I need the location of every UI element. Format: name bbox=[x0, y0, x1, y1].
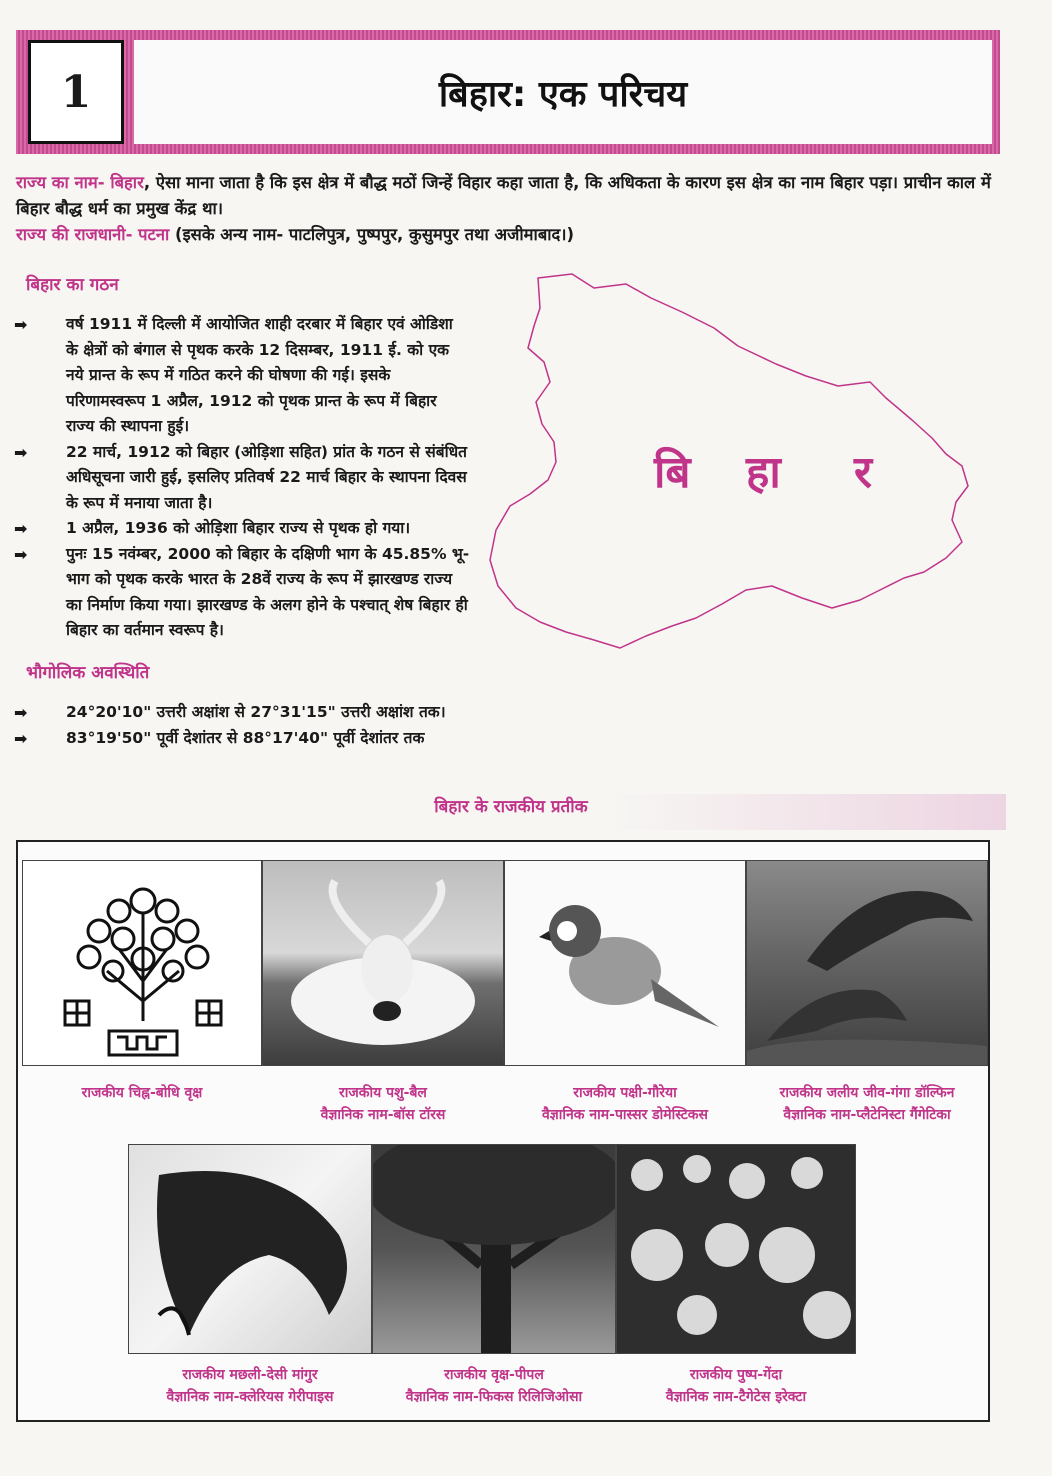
list-item bbox=[14, 700, 494, 726]
state-name-text: , ऐसा माना जाता है कि इस क्षेत्र में बौद्ध मठों जिन्हें विहार कहा जाता है, कि अधिकता के कारण इस क्षेत्र का नाम बिहार पड़ा। प्राचीन काल में बिहार बौद्ध धर्म का प्रमुख केंद्र था। bbox=[16, 173, 991, 218]
bull-caption-line1: राजकीय पशु-बैल bbox=[339, 1085, 427, 1101]
sparrow-caption-line2: वैज्ञानिक नाम-पास्सर डोमेस्टिकस bbox=[541, 1107, 709, 1123]
bull-icon bbox=[263, 861, 504, 1066]
formation-bullet-3: 1 अप्रैल, 1936 को ओड़िशा बिहार राज्य से पृथक हो गया। bbox=[66, 519, 411, 537]
symbols-heading: बिहार के राजकीय प्रतीक bbox=[16, 794, 1006, 830]
arrow-icon: ➡ bbox=[14, 703, 28, 722]
symbols-grid bbox=[16, 840, 990, 1422]
marigold-caption-line1: राजकीय पुष्प-गेंदा bbox=[689, 1367, 783, 1383]
bihar-outline-icon bbox=[476, 268, 992, 660]
sparrow-image bbox=[504, 860, 746, 1066]
peepal-caption-line2: वैज्ञानिक नाम-फिकस रिलिजिओसा bbox=[405, 1389, 583, 1405]
marigold-caption bbox=[616, 1364, 856, 1408]
capital-line bbox=[16, 222, 1006, 248]
bodhi-tree-emblem-icon bbox=[23, 861, 262, 1066]
map-label-char-2: हा bbox=[746, 447, 781, 498]
formation-list bbox=[14, 312, 470, 644]
peepal-caption-line1: राजकीय वृक्ष-पीपल bbox=[444, 1367, 544, 1383]
chapter-title: बिहार: एक परिचय bbox=[134, 40, 992, 144]
list-item bbox=[14, 440, 470, 517]
dolphin-caption bbox=[746, 1082, 988, 1126]
dolphin-caption-line2: वैज्ञानिक नाम-प्लैटेनिस्टा गैंगेटिका bbox=[783, 1107, 951, 1123]
marigold-flower-icon bbox=[617, 1145, 856, 1354]
bull-caption bbox=[262, 1082, 504, 1126]
peepal-image bbox=[372, 1144, 616, 1354]
formation-bullet-1: वर्ष 1911 में दिल्ली में आयोजित शाही दरबार में बिहार एवं ओडिशा के क्षेत्रों को बंगाल से पृथक करके 12 दिसम्बर, 1911 ई. को एक नये प्रान्त के रूप में गठित करने की घोषणा की गई। इसके परिणामस्वरूप 1 अप्रैल, 1912 को पृथक प्रान्त के रूप में बिहार राज्य की स्थापना हुई। bbox=[66, 315, 453, 435]
dolphin-image bbox=[746, 860, 988, 1066]
arrow-icon: ➡ bbox=[14, 442, 28, 462]
geography-list bbox=[14, 700, 494, 751]
list-item bbox=[14, 542, 470, 644]
arrow-icon: ➡ bbox=[14, 728, 28, 748]
map-label-char-3: र bbox=[854, 447, 872, 498]
formation-heading: बिहार का गठन bbox=[26, 275, 119, 295]
geography-bullet-1: 24°20'10" उत्तरी अक्षांश से 27°31'15" उत्तरी अक्षांश तक। bbox=[66, 703, 446, 721]
sparrow-caption-line1: राजकीय पक्षी-गौरेया bbox=[573, 1085, 677, 1101]
sparrow-caption bbox=[504, 1082, 746, 1126]
arrow-icon: ➡ bbox=[14, 544, 28, 564]
fish-icon bbox=[129, 1145, 372, 1354]
chapter-header bbox=[16, 30, 1000, 154]
list-item bbox=[14, 516, 470, 542]
arrow-icon: ➡ bbox=[14, 519, 28, 538]
bihar-map bbox=[476, 268, 992, 660]
list-item bbox=[14, 312, 470, 440]
fish-caption-line2: वैज्ञानिक नाम-क्लेरियस गेरीपाइस bbox=[166, 1389, 334, 1405]
bull-image bbox=[262, 860, 504, 1066]
marigold-image bbox=[616, 1144, 856, 1354]
capital-text: (इसके अन्य नाम- पाटलिपुत्र, पुष्पपुर, कुसुमपुर तथा अजीमाबाद।) bbox=[169, 225, 575, 244]
arrow-icon: ➡ bbox=[14, 315, 28, 334]
list-item bbox=[14, 726, 494, 752]
intro-paragraph bbox=[16, 170, 1006, 248]
bull-caption-line2: वैज्ञानिक नाम-बॉस टॉरस bbox=[320, 1107, 446, 1123]
peepal-tree-icon bbox=[373, 1145, 616, 1354]
dolphin-icon bbox=[747, 861, 988, 1066]
dolphin-caption-line1: राजकीय जलीय जीव-गंगा डॉल्फिन bbox=[779, 1085, 955, 1101]
chapter-number: 1 bbox=[28, 40, 124, 144]
emblem-caption bbox=[22, 1082, 262, 1104]
fish-image bbox=[128, 1144, 372, 1354]
geography-bullet-2: 83°19'50" पूर्वी देशांतर से 88°17'40" पूर्वी देशांतर तक bbox=[66, 728, 425, 747]
emblem-image bbox=[22, 860, 262, 1066]
state-name-label: राज्य का नाम- बिहार bbox=[16, 173, 144, 192]
fish-caption-line1: राजकीय मछली-देसी मांगुर bbox=[182, 1367, 318, 1383]
formation-bullet-4: पुनः 15 नवंम्बर, 2000 को बिहार के दक्षिणी भाग के 45.85% भू-भाग को पृथक करके भारत के 28वें राज्य के रूप में झारखण्ड राज्य का निर्माण किया गया। झारखण्ड के अलग होने के पश्चात् शेष बिहार ही बिहार का वर्तमान स्वरूप है। bbox=[66, 544, 470, 639]
marigold-caption-line2: वैज्ञानिक नाम-टैगेटेस इरेक्टा bbox=[665, 1389, 807, 1405]
peepal-caption bbox=[372, 1364, 616, 1408]
map-label-char-1: बि bbox=[654, 447, 691, 498]
geography-heading: भौगोलिक अवस्थिति bbox=[26, 663, 150, 683]
state-name-line bbox=[16, 170, 1006, 222]
sparrow-icon bbox=[505, 861, 746, 1066]
formation-bullet-2: 22 मार्च, 1912 को बिहार (ओड़िशा सहित) प्रांत के गठन से संबंधित अधिसूचना जारी हुई, इसलिए प्रतिवर्ष 22 मार्च बिहार के स्थापना दिवस के रूप में मनाया जाता है। bbox=[66, 442, 467, 512]
emblem-caption-line1: राजकीय चिह्न-बोधि वृक्ष bbox=[81, 1085, 203, 1101]
fish-caption bbox=[128, 1364, 372, 1408]
capital-label: राज्य की राजधानी- पटना bbox=[16, 225, 170, 244]
